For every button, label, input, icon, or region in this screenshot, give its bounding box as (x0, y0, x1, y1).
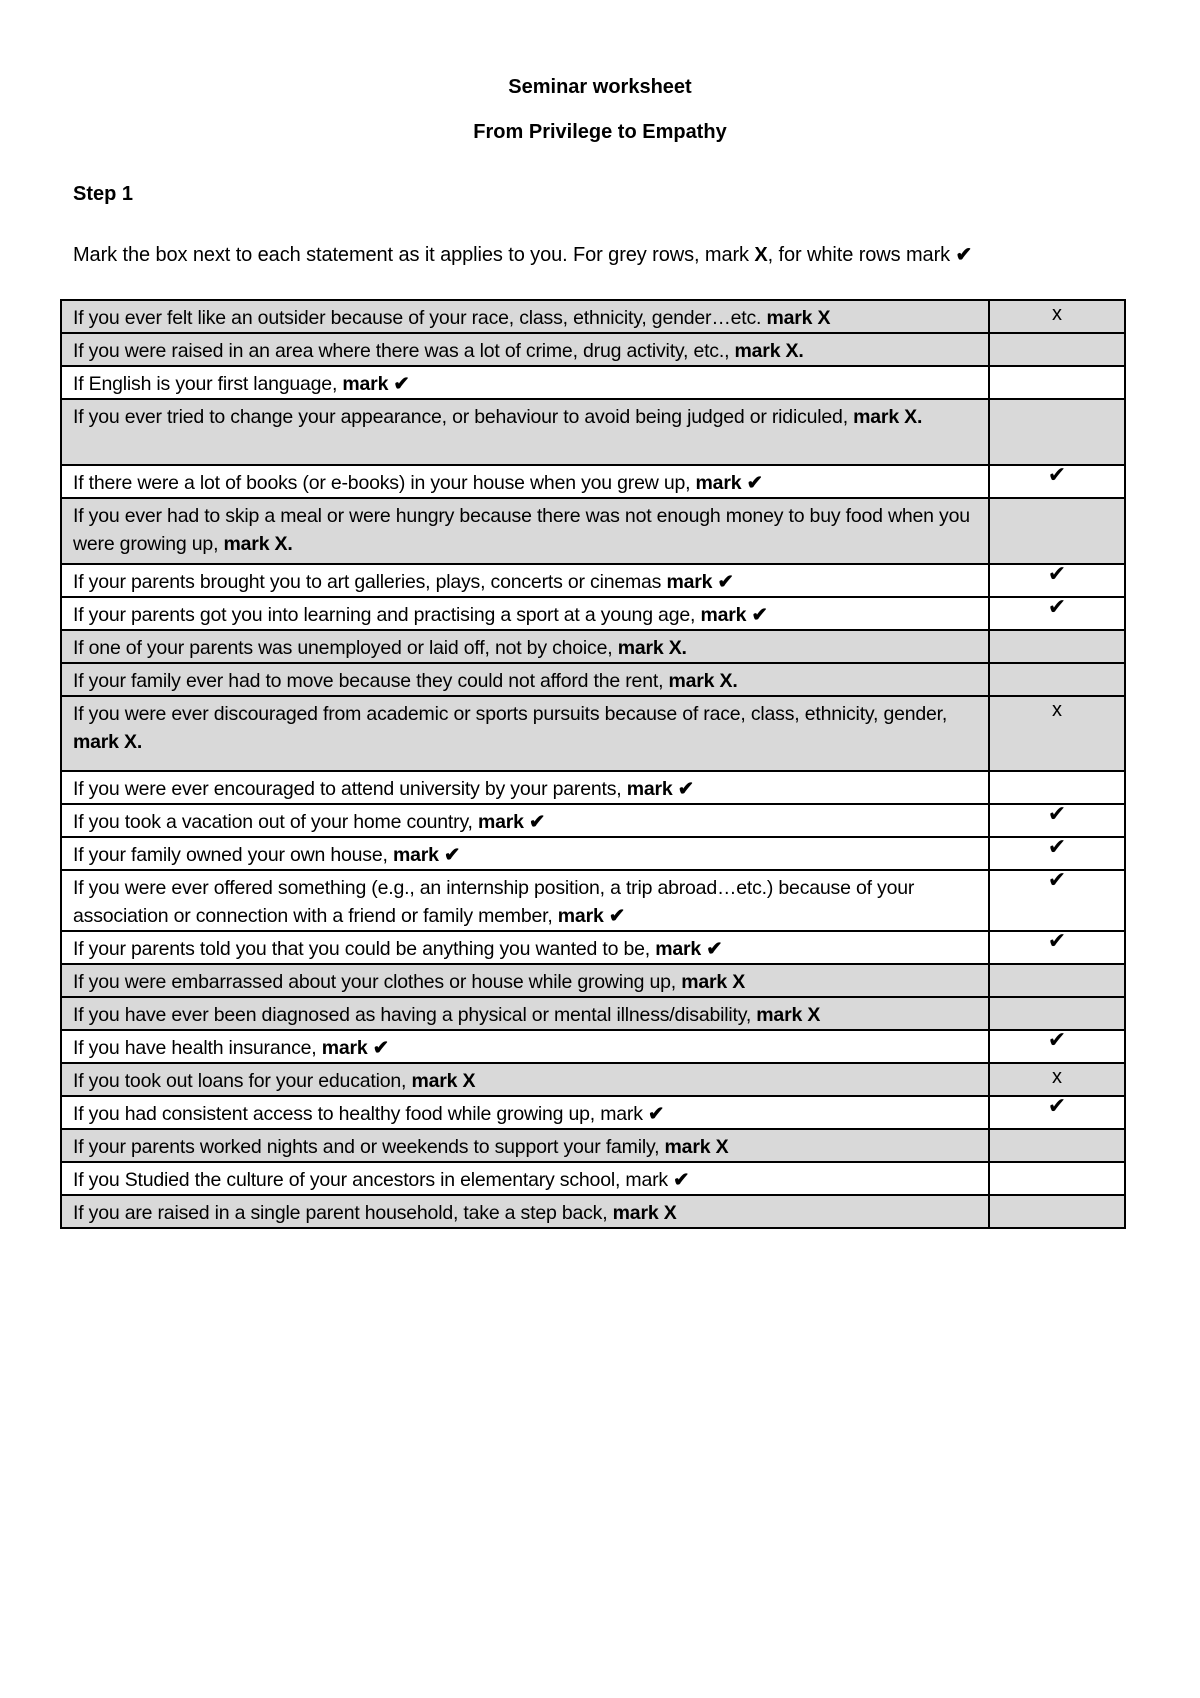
statement-mark-label: ✔ (647, 1103, 665, 1125)
statement-mark-label: mark ✔ (655, 938, 723, 960)
statement-cell (61, 1030, 989, 1063)
mark-value: ✔ (1047, 804, 1067, 826)
statement-cell (61, 597, 989, 630)
statement-text: If there were a lot of books (or e-books) in your house when you grew up, (73, 472, 696, 494)
statement-mark-label: mark X (756, 1004, 821, 1026)
mark-value: x (1052, 1066, 1062, 1088)
statement-cell (61, 931, 989, 964)
statement-cell (61, 771, 989, 804)
mark-value: ✔ (1047, 597, 1067, 619)
mark-box[interactable] (989, 997, 1125, 1030)
statement-text: If you ever had to skip a meal or were hungry because there was not enough money to buy food when you were growing up, (73, 505, 970, 555)
statement-row (61, 997, 1125, 1030)
statement-text: If one of your parents was unemployed or laid off, not by choice, (73, 637, 618, 659)
statement-row (61, 696, 1125, 771)
statement-mark-label: mark ✔ (321, 1037, 389, 1059)
mark-box[interactable] (989, 663, 1125, 696)
statement-mark-label: mark X (612, 1202, 677, 1224)
statement-text: If your family owned your own house, (73, 844, 393, 866)
statement-row (61, 931, 1125, 964)
statement-row (61, 630, 1125, 663)
statement-text: If you had consistent access to healthy food while growing up, mark (73, 1103, 648, 1125)
statement-row (61, 837, 1125, 870)
mark-box[interactable] (989, 366, 1125, 399)
statement-row (61, 964, 1125, 997)
statement-cell (61, 1195, 989, 1228)
statement-text: If you were embarrassed about your clothes or house while growing up, (73, 971, 682, 993)
statement-mark-label: mark ✔ (478, 811, 546, 833)
statement-row (61, 564, 1125, 597)
statement-row (61, 366, 1125, 399)
mark-box[interactable] (989, 1195, 1125, 1228)
statement-row (61, 498, 1125, 564)
statement-mark-label: mark X. (73, 731, 143, 753)
mark-box[interactable] (989, 498, 1125, 564)
statement-mark-label: mark X (664, 1136, 729, 1158)
statement-row (61, 771, 1125, 804)
statement-text: If you took out loans for your education, (73, 1070, 412, 1092)
statement-text: If you have health insurance, (73, 1037, 322, 1059)
statement-text: If you ever tried to change your appearance, or behaviour to avoid being judged or ridiculed, (73, 406, 854, 428)
statement-cell (61, 804, 989, 837)
mark-value: x (1052, 303, 1062, 325)
mark-box[interactable] (989, 771, 1125, 804)
statement-cell (61, 300, 989, 333)
statement-cell (61, 1096, 989, 1129)
statement-text: If you were ever offered something (e.g., an internship position, a trip abroad…etc.) because of your association or connection with a friend or family member, (73, 877, 915, 927)
statement-mark-label: mark X. (223, 533, 293, 555)
statement-mark-label: mark ✔ (700, 604, 768, 626)
statement-text: If your parents got you into learning and practising a sport at a young age, (73, 604, 701, 626)
instruction-text-c: , for white rows mark (767, 244, 956, 266)
statement-text: If your family ever had to move because they could not afford the rent, (73, 670, 669, 692)
instruction-text-a: Mark the box next to each statement as it applies to you. For grey rows, mark (73, 244, 755, 266)
worksheet-title: Seminar worksheet (508, 76, 692, 98)
statement-cell (61, 663, 989, 696)
statement-cell (61, 1129, 989, 1162)
statement-row (61, 804, 1125, 837)
statement-text: If you ever felt like an outsider because of your race, class, ethnicity, gender…etc. (73, 307, 767, 329)
statement-row (61, 1030, 1125, 1063)
statement-cell (61, 870, 989, 931)
statement-mark-label: mark ✔ (666, 571, 734, 593)
statement-cell (61, 333, 989, 366)
statement-row (61, 1096, 1125, 1129)
mark-box[interactable] (989, 399, 1125, 465)
instruction-x: X (754, 244, 768, 266)
statement-mark-label: mark ✔ (695, 472, 763, 494)
statement-cell (61, 564, 989, 597)
worksheet-subtitle: From Privilege to Empathy (473, 121, 727, 143)
mark-value: ✔ (1047, 564, 1067, 586)
statement-cell (61, 997, 989, 1030)
mark-box[interactable] (989, 931, 1125, 964)
mark-box[interactable] (989, 465, 1125, 498)
mark-box[interactable] (989, 333, 1125, 366)
statement-cell (61, 498, 989, 564)
mark-box[interactable] (989, 1162, 1125, 1195)
statement-text: If you Studied the culture of your ancestors in elementary school, mark (73, 1169, 674, 1191)
statement-text: If your parents brought you to art galleries, plays, concerts or cinemas (73, 571, 667, 593)
statement-text: If you were ever discouraged from academic or sports pursuits because of race, class, ethnicity, gender, (73, 703, 948, 725)
statement-mark-label: mark X (766, 307, 831, 329)
mark-value: ✔ (1047, 465, 1067, 487)
statement-cell (61, 1162, 989, 1195)
statement-cell (61, 696, 989, 771)
mark-box[interactable] (989, 1063, 1125, 1096)
mark-value: ✔ (1047, 837, 1067, 859)
statement-text: If you were ever encouraged to attend university by your parents, (73, 778, 627, 800)
mark-box[interactable] (989, 870, 1125, 931)
statement-text: If your parents worked nights and or weekends to support your family, (73, 1136, 665, 1158)
mark-box[interactable] (989, 597, 1125, 630)
statement-mark-label: mark ✔ (342, 373, 410, 395)
statement-row (61, 300, 1125, 333)
mark-box[interactable] (989, 1030, 1125, 1063)
mark-box[interactable] (989, 837, 1125, 870)
statement-text: If your parents told you that you could be anything you wanted to be, (73, 938, 656, 960)
statement-row (61, 399, 1125, 465)
statement-text: If you were raised in an area where there was a lot of crime, drug activity, etc., (73, 340, 735, 362)
statements-table (60, 299, 1126, 1229)
mark-value: ✔ (1047, 931, 1067, 953)
instruction-check: ✔ (955, 244, 973, 266)
statement-row (61, 1063, 1125, 1096)
mark-box[interactable] (989, 696, 1125, 771)
mark-box[interactable] (989, 1096, 1125, 1129)
mark-value: ✔ (1047, 1096, 1067, 1118)
mark-box[interactable] (989, 630, 1125, 663)
mark-value: ✔ (1047, 1030, 1067, 1052)
statement-text: If English is your first language, (73, 373, 343, 395)
statement-mark-label: mark X (681, 971, 746, 993)
statement-row (61, 663, 1125, 696)
instructions (73, 242, 972, 267)
statement-cell (61, 1063, 989, 1096)
statement-row (61, 333, 1125, 366)
statement-mark-label: mark X. (734, 340, 804, 362)
statement-mark-label: mark X. (668, 670, 738, 692)
step-heading: Step 1 (73, 183, 134, 205)
mark-box[interactable] (989, 964, 1125, 997)
statement-row (61, 1129, 1125, 1162)
statement-mark-label: mark X. (617, 637, 687, 659)
statement-row (61, 870, 1125, 931)
statement-cell (61, 399, 989, 465)
statement-text: If you are raised in a single parent household, take a step back, (73, 1202, 613, 1224)
statement-row (61, 1195, 1125, 1228)
statement-row (61, 597, 1125, 630)
mark-value: ✔ (1047, 870, 1067, 892)
statement-mark-label: mark ✔ (392, 844, 461, 866)
mark-box[interactable] (989, 804, 1125, 837)
statement-mark-label: ✔ (673, 1169, 690, 1191)
statement-row (61, 1162, 1125, 1195)
statement-cell (61, 366, 989, 399)
mark-box[interactable] (989, 1129, 1125, 1162)
mark-box[interactable] (989, 300, 1125, 333)
statement-cell (61, 630, 989, 663)
statement-text: If you have ever been diagnosed as having a physical or mental illness/disability, (73, 1004, 757, 1026)
statement-cell (61, 465, 989, 498)
statement-cell (61, 837, 989, 870)
statement-row (61, 465, 1125, 498)
statement-text: If you took a vacation out of your home country, (73, 811, 478, 833)
statement-mark-label: mark ✔ (626, 778, 694, 800)
statement-cell (61, 964, 989, 997)
statement-mark-label: mark X. (853, 406, 923, 428)
mark-value: x (1052, 699, 1062, 721)
statement-mark-label: mark X (411, 1070, 476, 1092)
statement-mark-label: mark ✔ (557, 905, 625, 927)
mark-box[interactable] (989, 564, 1125, 597)
